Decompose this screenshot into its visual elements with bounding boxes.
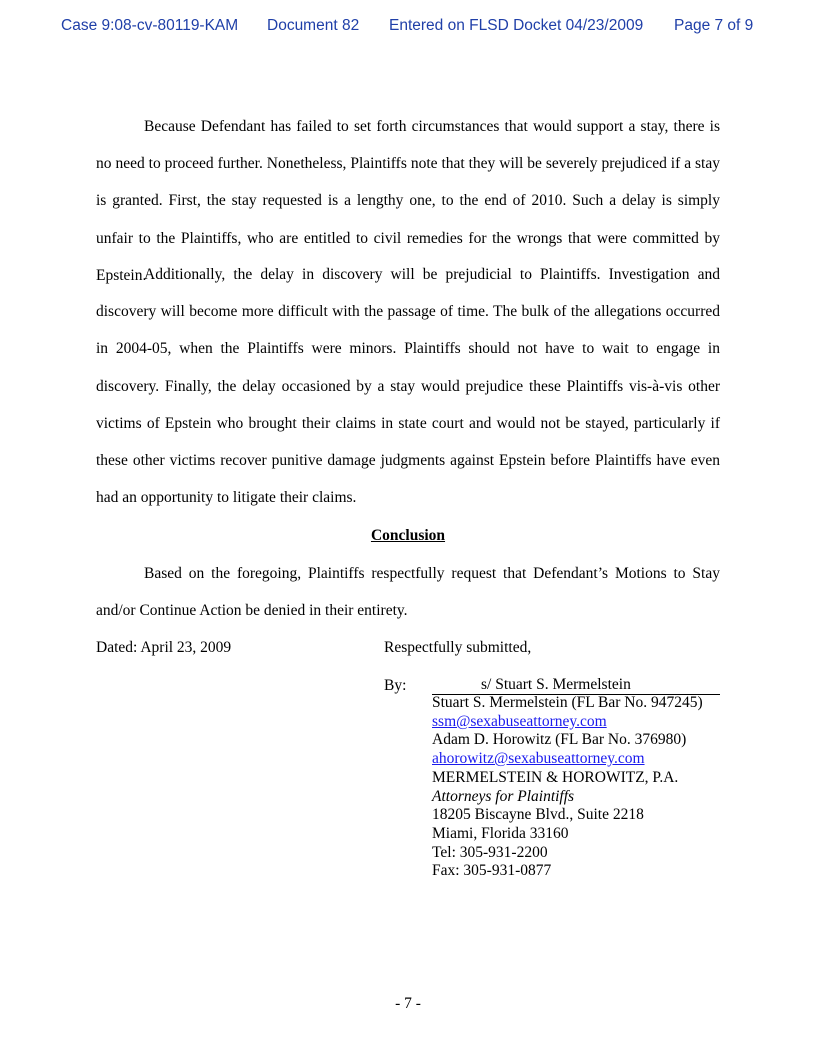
signature-block <box>432 694 703 881</box>
docket-entry-date: Entered on FLSD Docket 04/23/2009 <box>389 17 644 34</box>
address-line-1: 18205 Biscayne Blvd., Suite 2218 <box>432 806 644 824</box>
email-link-2[interactable]: ahorowitz@sexabuseattorney.com <box>432 750 645 768</box>
dated-line: Dated: April 23, 2009 <box>96 639 232 656</box>
address-line-2: Miami, Florida 33160 <box>432 824 569 842</box>
electronic-signature: s/ Stuart S. Mermelstein <box>481 676 631 693</box>
conclusion-heading: Conclusion <box>370 527 446 544</box>
page-count: Page 7 of 9 <box>674 17 754 34</box>
respectfully-submitted: Respectfully submitted, <box>384 639 532 656</box>
fax: Fax: 305-931-0877 <box>432 862 552 880</box>
email-link-1[interactable]: ssm@sexabuseattorney.com <box>432 712 607 730</box>
conclusion-paragraph: Based on the foregoing, Plaintiffs respectfully request that Defendant’s Motions to Stay and/or Continue Action be denied in their entirety. <box>96 565 720 620</box>
case-number: Case 9:08-cv-80119-KAM <box>61 17 239 34</box>
attorney-name-2: Adam D. Horowitz (FL Bar No. 376980) <box>432 731 687 749</box>
paragraph-prejudice: Because Defendant has failed to set forth circumstances that would support a stay, there is no need to proceed further. Nonetheless, Plaintiffs note that they will be severely prejudiced if a stay is granted. First, the stay requested is a lengthy one, to the end of 2010. Such a delay is simply unfair to the Plaintiffs, who are entitled to civil remedies for the wrongs that were committed by Epstein. <box>96 118 720 284</box>
page-number: - 7 - <box>395 995 421 1012</box>
firm-name: MERMELSTEIN & HOROWITZ, P.A. <box>432 768 679 786</box>
attorney-name-1: Stuart S. Mermelstein (FL Bar No. 947245) <box>432 694 703 711</box>
document-number: Document 82 <box>267 17 360 34</box>
telephone: Tel: 305-931-2200 <box>432 843 548 861</box>
by-label: By: <box>384 677 407 694</box>
signature-line <box>432 676 720 695</box>
attorney-role: Attorneys for Plaintiffs <box>432 787 575 805</box>
paragraph-discovery-delay: Additionally, the delay in discovery will be prejudicial to Plaintiffs. Investigation and discovery will become more difficult with the passage of time. The bulk of the allegations occurred in 2004-05, when the Plaintiffs were minors. Plaintiffs should not have to wait to engage in discovery. Finally, the delay occasioned by a stay would prejudice these Plaintiffs vis-à-vis other victims of Epstein who brought their claims in state court and would not be stayed, particularly if these other victims recover punitive damage judgments against Epstein before Plaintiffs have even had an opportunity to litigate their claims. <box>96 266 720 507</box>
